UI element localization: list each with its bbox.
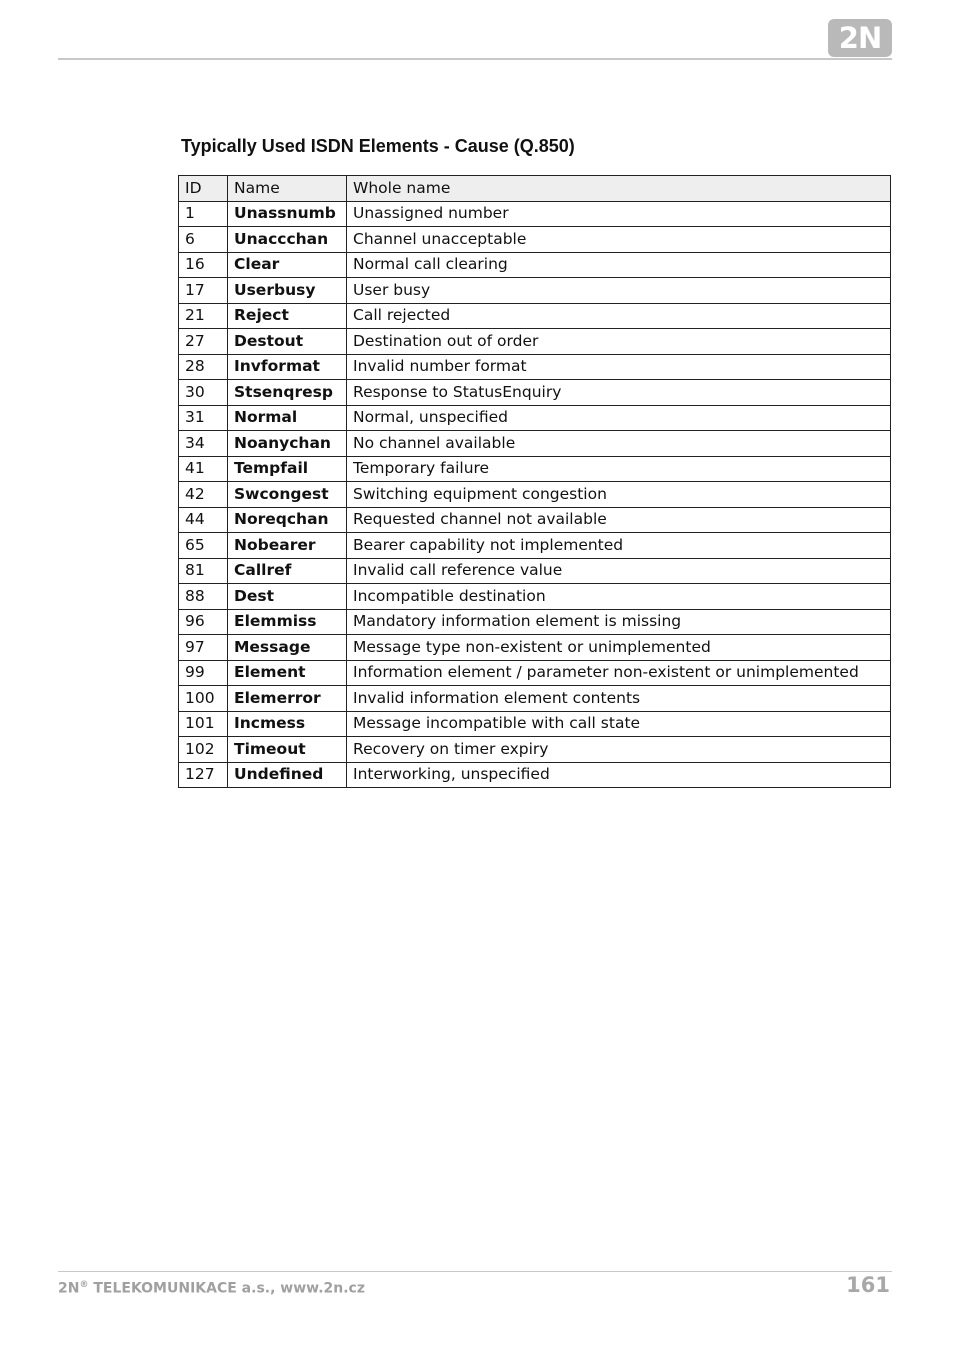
cell-whole-name: Recovery on timer expiry	[347, 737, 891, 763]
cell-whole-name: Call rejected	[347, 303, 891, 329]
cell-name: Timeout	[228, 737, 347, 763]
cell-id: 97	[179, 635, 228, 661]
cell-name: Destout	[228, 329, 347, 355]
cell-whole-name: Normal call clearing	[347, 252, 891, 278]
cell-id: 17	[179, 278, 228, 304]
table-row	[179, 558, 891, 584]
cell-whole-name: Message incompatible with call state	[347, 711, 891, 737]
cell-whole-name: Information element / parameter non-existent or unimplemented	[347, 660, 891, 686]
header-divider	[58, 58, 892, 60]
cell-whole-name: Switching equipment congestion	[347, 482, 891, 508]
logo-text: 2N	[838, 20, 882, 55]
cell-id: 101	[179, 711, 228, 737]
table-row	[179, 686, 891, 712]
footer-company-text: TELEKOMUNIKACE a.s., www.2n.cz	[88, 1280, 365, 1297]
cell-whole-name: No channel available	[347, 431, 891, 457]
cell-name: Unaccchan	[228, 227, 347, 253]
cell-whole-name: Destination out of order	[347, 329, 891, 355]
cell-whole-name: Response to StatusEnquiry	[347, 380, 891, 406]
table-row	[179, 533, 891, 559]
cell-name: Swcongest	[228, 482, 347, 508]
cell-whole-name: Unassigned number	[347, 201, 891, 227]
table-row	[179, 507, 891, 533]
column-header-id: ID	[179, 176, 228, 202]
cell-whole-name: Normal, unspecified	[347, 405, 891, 431]
cell-id: 65	[179, 533, 228, 559]
cell-name: Noanychan	[228, 431, 347, 457]
table-row	[179, 380, 891, 406]
footer-brand: 2N	[58, 1280, 80, 1297]
registered-mark: ®	[79, 1280, 89, 1290]
cell-id: 88	[179, 584, 228, 610]
table-row	[179, 329, 891, 355]
table-row	[179, 278, 891, 304]
cell-name: Elemmiss	[228, 609, 347, 635]
table-header-row	[179, 176, 891, 202]
cell-whole-name: Incompatible destination	[347, 584, 891, 610]
table-row	[179, 303, 891, 329]
table-row	[179, 609, 891, 635]
table-row	[179, 584, 891, 610]
table-row	[179, 737, 891, 763]
cell-name: Tempfail	[228, 456, 347, 482]
cell-id: 127	[179, 762, 228, 788]
cell-whole-name: Interworking, unspecified	[347, 762, 891, 788]
cell-whole-name: Invalid number format	[347, 354, 891, 380]
table-row	[179, 762, 891, 788]
cell-id: 31	[179, 405, 228, 431]
table-row	[179, 635, 891, 661]
cell-id: 100	[179, 686, 228, 712]
cell-id: 1	[179, 201, 228, 227]
cell-id: 30	[179, 380, 228, 406]
cell-id: 96	[179, 609, 228, 635]
table-row	[179, 711, 891, 737]
cell-whole-name: Temporary failure	[347, 456, 891, 482]
cell-name: Normal	[228, 405, 347, 431]
cell-name: Callref	[228, 558, 347, 584]
table-row	[179, 201, 891, 227]
table-row	[179, 431, 891, 457]
cell-id: 102	[179, 737, 228, 763]
cell-id: 44	[179, 507, 228, 533]
cell-id: 21	[179, 303, 228, 329]
cell-id: 41	[179, 456, 228, 482]
cell-name: Clear	[228, 252, 347, 278]
cell-name: Userbusy	[228, 278, 347, 304]
cell-id: 16	[179, 252, 228, 278]
cell-name: Elemerror	[228, 686, 347, 712]
cell-whole-name: Requested channel not available	[347, 507, 891, 533]
cell-id: 27	[179, 329, 228, 355]
table-row	[179, 252, 891, 278]
cell-name: Incmess	[228, 711, 347, 737]
column-header-name: Name	[228, 176, 347, 202]
cell-name: Stsenqresp	[228, 380, 347, 406]
cell-name: Undefined	[228, 762, 347, 788]
cell-id: 28	[179, 354, 228, 380]
cell-id: 99	[179, 660, 228, 686]
cell-name: Element	[228, 660, 347, 686]
cell-id: 81	[179, 558, 228, 584]
table-row	[179, 227, 891, 253]
cause-table	[178, 175, 891, 788]
cell-id: 34	[179, 431, 228, 457]
cell-name: Dest	[228, 584, 347, 610]
footer-company	[58, 1280, 365, 1297]
cell-name: Message	[228, 635, 347, 661]
cell-whole-name: Channel unacceptable	[347, 227, 891, 253]
footer-divider	[58, 1271, 892, 1272]
page-number: 161	[846, 1273, 890, 1297]
cell-whole-name: User busy	[347, 278, 891, 304]
table-body	[179, 201, 891, 788]
cell-name: Invformat	[228, 354, 347, 380]
table-row	[179, 660, 891, 686]
section-title: Typically Used ISDN Elements - Cause (Q.850)	[181, 136, 575, 156]
table-row	[179, 354, 891, 380]
cell-name: Reject	[228, 303, 347, 329]
cell-whole-name: Invalid information element contents	[347, 686, 891, 712]
cell-name: Noreqchan	[228, 507, 347, 533]
cell-whole-name: Message type non-existent or unimplemented	[347, 635, 891, 661]
table-row	[179, 405, 891, 431]
cell-name: Nobearer	[228, 533, 347, 559]
column-header-whole-name: Whole name	[347, 176, 891, 202]
table-row	[179, 456, 891, 482]
cell-whole-name: Invalid call reference value	[347, 558, 891, 584]
brand-logo	[828, 19, 892, 57]
cell-whole-name: Bearer capability not implemented	[347, 533, 891, 559]
cell-id: 6	[179, 227, 228, 253]
cell-whole-name: Mandatory information element is missing	[347, 609, 891, 635]
table-row	[179, 482, 891, 508]
cell-id: 42	[179, 482, 228, 508]
cell-name: Unassnumb	[228, 201, 347, 227]
